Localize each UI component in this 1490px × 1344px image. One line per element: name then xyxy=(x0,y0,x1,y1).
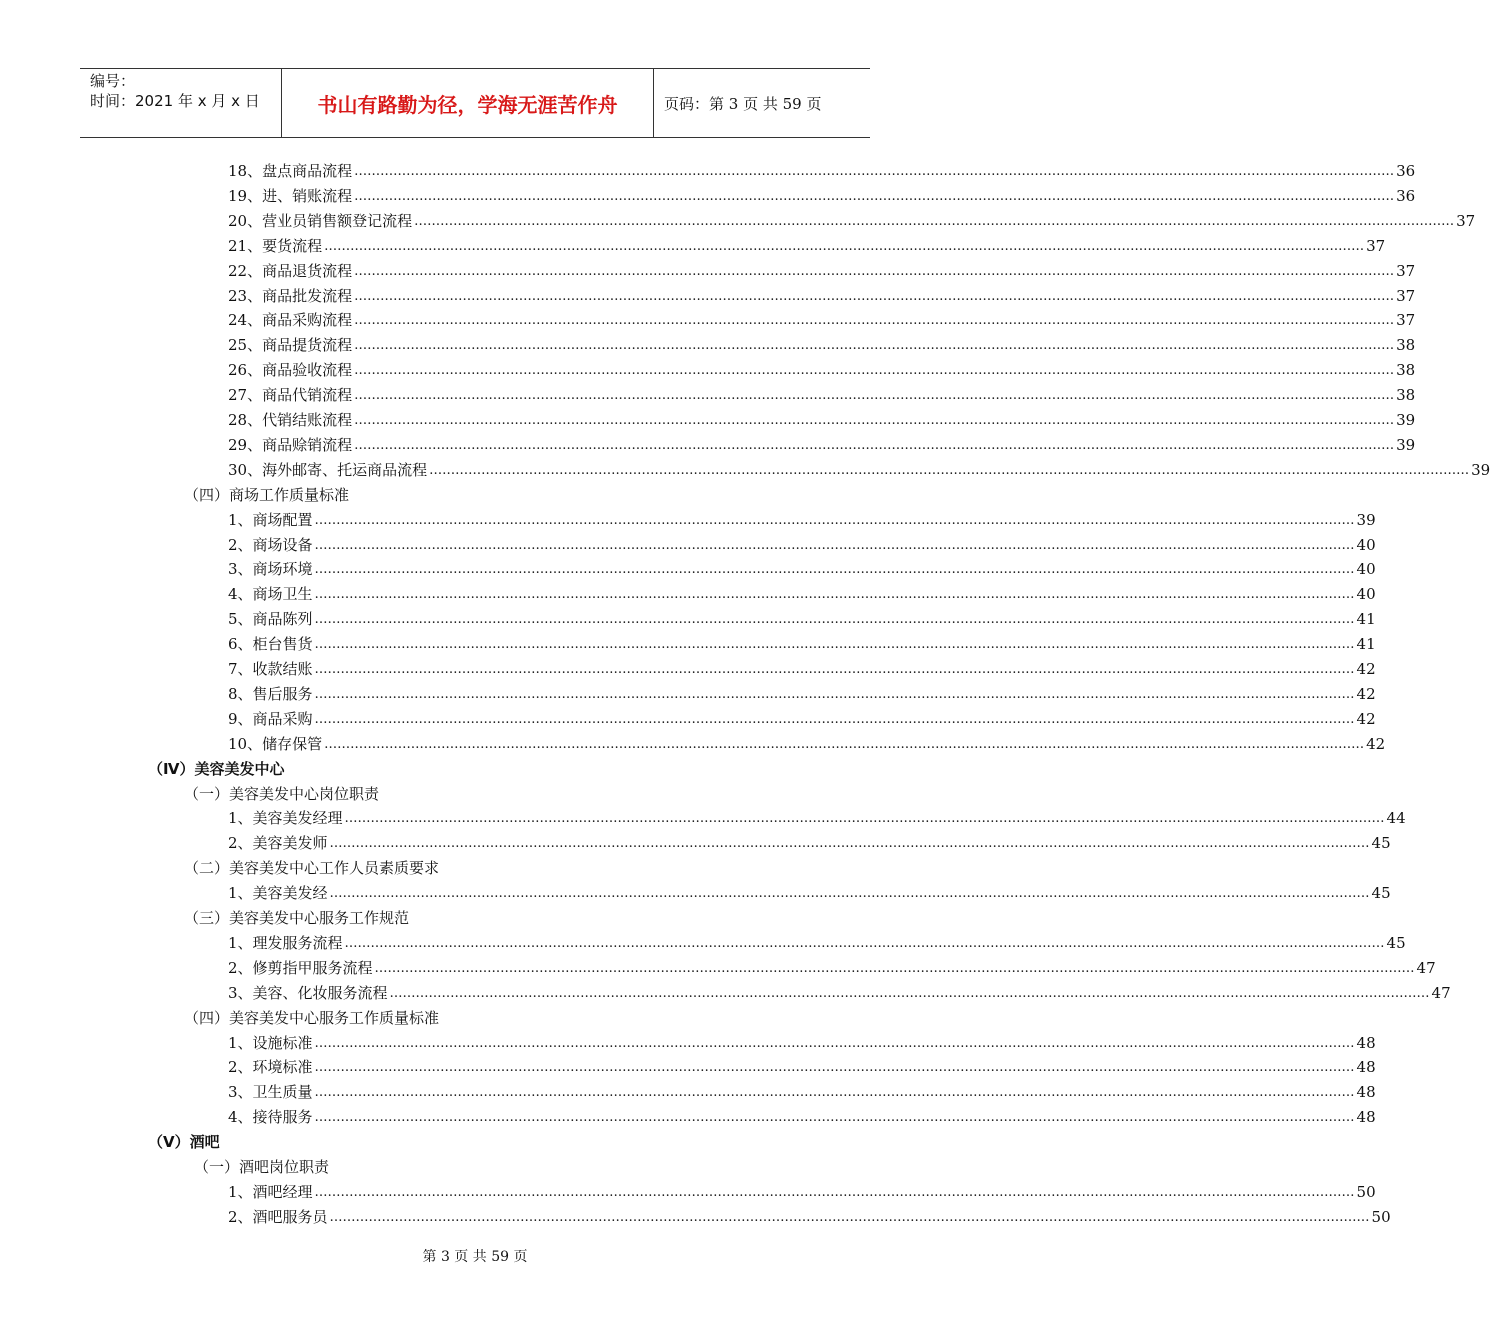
toc-leader-dots: …………………………………………………………………………………………………………………………………………………………………………………………………………………… xyxy=(314,512,1355,528)
toc-entry xyxy=(228,682,1376,707)
toc-leader-dots: …………………………………………………………………………………………………………………………………………………………………………………………………………………… xyxy=(354,263,1395,279)
toc-leader-dots: …………………………………………………………………………………………………………………………………………………………………………………………………………………… xyxy=(314,1110,1355,1126)
toc-entry-title: 1、设施标准 xyxy=(228,1033,313,1052)
toc-entry-title: 19、进、销账流程 xyxy=(228,186,353,205)
toc-entry-page: 48 xyxy=(1356,1108,1376,1127)
toc-entry-title: 1、理发服务流程 xyxy=(228,933,343,952)
toc-entry-title: 24、商品采购流程 xyxy=(228,311,353,330)
toc-entry-title: 2、环境标准 xyxy=(228,1058,313,1077)
toc-leader-dots: …………………………………………………………………………………………………………………………………………………………………………………………………………………… xyxy=(354,437,1395,453)
toc-leader-dots: …………………………………………………………………………………………………………………………………………………………………………………………………………………… xyxy=(344,811,1385,827)
toc-entry-page: 38 xyxy=(1396,336,1416,355)
toc-leader-dots: …………………………………………………………………………………………………………………………………………………………………………………………………………………… xyxy=(329,886,1370,902)
toc-entry-title: 4、接待服务 xyxy=(228,1108,313,1127)
toc-leader-dots: …………………………………………………………………………………………………………………………………………………………………………………………………………………… xyxy=(354,363,1395,379)
toc-entry-page: 41 xyxy=(1356,610,1376,629)
toc-leader-dots: …………………………………………………………………………………………………………………………………………………………………………………………………………………… xyxy=(314,562,1355,578)
toc-leader-dots: …………………………………………………………………………………………………………………………………………………………………………………………………………………… xyxy=(324,238,1365,254)
toc-leader-dots: …………………………………………………………………………………………………………………………………………………………………………………………………………………… xyxy=(314,662,1355,677)
toc-leader-dots: …………………………………………………………………………………………………………………………………………………………………………………………………………………… xyxy=(374,960,1415,976)
toc-entry-title: 1、商场配置 xyxy=(228,510,313,529)
toc-entry-title: （一）美容美发中心岗位职责 xyxy=(184,784,380,803)
toc-entry xyxy=(228,657,1376,682)
toc-entry-page: 42 xyxy=(1356,709,1376,728)
toc-entry-page: 42 xyxy=(1356,684,1376,703)
toc-entry-page: 39 xyxy=(1356,510,1376,529)
toc-leader-dots: …………………………………………………………………………………………………………………………………………………………………………………………………………………… xyxy=(314,637,1355,653)
toc-entry xyxy=(228,732,1386,757)
toc-entry-page: 39 xyxy=(1396,411,1416,429)
toc-entry xyxy=(228,533,1376,558)
toc-entry-page: 39 xyxy=(1471,460,1490,479)
toc-leader-dots: …………………………………………………………………………………………………………………………………………………………………………………………………………………… xyxy=(329,1209,1370,1225)
toc-heading xyxy=(184,483,349,508)
toc-leader-dots: …………………………………………………………………………………………………………………………………………………………………………………………………………………… xyxy=(314,1184,1355,1200)
toc-entry-page: 41 xyxy=(1356,635,1376,654)
toc-leader-dots: …………………………………………………………………………………………………………………………………………………………………………………………………………………… xyxy=(314,612,1355,628)
toc-entry-title: 9、商品采购 xyxy=(228,709,313,728)
toc-entry xyxy=(228,308,1416,333)
toc-entry xyxy=(228,383,1416,408)
toc-entry xyxy=(228,458,1490,483)
toc-entry-title: 1、酒吧经理 xyxy=(228,1182,313,1201)
toc-entry-title: 20、营业员销售额登记流程 xyxy=(228,211,413,230)
toc-entry-page: 37 xyxy=(1396,286,1416,305)
toc-entry-title: （二）美容美发中心工作人员素质要求 xyxy=(184,859,440,878)
document-time-label: 时间：2021 年 x 月 x 日 xyxy=(90,92,260,110)
toc-leader-dots: …………………………………………………………………………………………………………………………………………………………………………………………………………………… xyxy=(414,213,1455,229)
toc-leader-dots: …………………………………………………………………………………………………………………………………………………………………………………………………………………… xyxy=(354,313,1395,329)
toc-entry-page: 48 xyxy=(1356,1083,1376,1102)
toc-entry-title: 3、商场环境 xyxy=(228,560,313,579)
toc-entry xyxy=(228,1105,1376,1130)
toc-entry-title: （一）酒吧岗位职责 xyxy=(194,1158,330,1176)
header-page-number: 页码：第 3 页 共 59 页 xyxy=(664,94,822,113)
toc-entry-title: 1、美容美发经 xyxy=(228,884,328,903)
toc-entry xyxy=(228,333,1416,358)
toc-entry-title: 10、储存保管 xyxy=(228,734,323,753)
toc-entry-title: 27、商品代销流程 xyxy=(228,386,353,405)
toc-entry-title: 3、美容、化妆服务流程 xyxy=(228,983,388,1002)
header-meta xyxy=(80,69,282,137)
toc-leader-dots: …………………………………………………………………………………………………………………………………………………………………………………………………………………… xyxy=(314,711,1355,727)
toc-heading xyxy=(184,1006,439,1031)
toc-entry-title: （四）商场工作质量标准 xyxy=(184,485,350,504)
toc-entry-page: 42 xyxy=(1366,734,1386,753)
toc-entry-title: 2、酒吧服务员 xyxy=(228,1207,328,1226)
toc-entry-title: （三）美容美发中心服务工作规范 xyxy=(184,909,410,927)
toc-entry-page: 36 xyxy=(1396,162,1416,180)
toc-entry xyxy=(228,1180,1376,1205)
toc-entry-page: 48 xyxy=(1356,1033,1376,1052)
toc-leader-dots: …………………………………………………………………………………………………………………………………………………………………………………………………………………… xyxy=(344,935,1385,951)
page-header xyxy=(80,68,870,138)
toc-entry-page: 39 xyxy=(1396,435,1416,454)
toc-entry-page: 36 xyxy=(1396,186,1416,205)
toc-entry-page: 40 xyxy=(1356,535,1376,554)
toc-entry-page: 45 xyxy=(1386,933,1406,952)
toc-entry-title: 18、盘点商品流程 xyxy=(228,162,353,180)
toc-leader-dots: …………………………………………………………………………………………………………………………………………………………………………………………………………………… xyxy=(354,288,1395,304)
toc-leader-dots: …………………………………………………………………………………………………………………………………………………………………………………………………………………… xyxy=(429,462,1470,478)
toc-entry xyxy=(228,831,1391,856)
toc-entry-title: 5、商品陈列 xyxy=(228,610,313,629)
toc-entry xyxy=(228,1080,1376,1105)
toc-leader-dots: …………………………………………………………………………………………………………………………………………………………………………………………………………………… xyxy=(354,188,1395,204)
toc-entry-page: 37 xyxy=(1366,236,1386,255)
toc-entry xyxy=(228,508,1376,533)
toc-entry-title: 4、商场卫生 xyxy=(228,585,313,604)
toc-entry-title: 22、商品退货流程 xyxy=(228,261,353,280)
toc-entry xyxy=(228,557,1376,582)
toc-entry-title: 1、美容美发经理 xyxy=(228,809,343,828)
toc-entry-title: 2、商场设备 xyxy=(228,535,313,554)
toc-entry-page: 45 xyxy=(1371,834,1391,853)
toc-entry xyxy=(228,881,1391,906)
toc-entry xyxy=(228,632,1376,657)
toc-entry-page: 48 xyxy=(1356,1058,1376,1077)
toc-heading xyxy=(184,782,379,807)
toc-entry xyxy=(228,582,1376,607)
toc-entry xyxy=(228,234,1386,259)
toc-entry-title: 8、售后服务 xyxy=(228,684,313,703)
toc-entry-title: （Ⅴ）酒吧 xyxy=(148,1133,220,1152)
toc-entry-title: 25、商品提货流程 xyxy=(228,336,353,355)
toc-entry-title: （Ⅳ）美容美发中心 xyxy=(148,759,285,778)
toc-entry-title: 28、代销结账流程 xyxy=(228,411,353,429)
toc-heading xyxy=(148,1130,220,1155)
toc-entry-title: 26、商品验收流程 xyxy=(228,361,353,380)
toc-entry xyxy=(228,209,1476,234)
toc-entry-page: 47 xyxy=(1416,958,1436,977)
toc-heading xyxy=(184,906,409,931)
toc-entry xyxy=(228,1031,1376,1056)
toc-entry-page: 40 xyxy=(1356,560,1376,579)
toc-entry xyxy=(228,284,1416,309)
toc-entry-title: 2、修剪指甲服务流程 xyxy=(228,958,373,977)
toc-leader-dots: …………………………………………………………………………………………………………………………………………………………………………………………………………………… xyxy=(314,1085,1355,1101)
toc-entry-page: 37 xyxy=(1456,211,1476,230)
toc-entry xyxy=(228,1205,1391,1230)
toc-heading xyxy=(194,1155,329,1180)
toc-entry xyxy=(228,607,1376,632)
toc-entry-title: 2、美容美发师 xyxy=(228,834,328,853)
toc-entry xyxy=(228,981,1451,1006)
toc-entry-title: 23、商品批发流程 xyxy=(228,286,353,305)
toc-leader-dots: …………………………………………………………………………………………………………………………………………………………………………………………………………………… xyxy=(354,388,1395,404)
document-number-label: 编号： xyxy=(90,72,136,90)
toc-entry xyxy=(228,159,1416,184)
toc-entry-page: 50 xyxy=(1356,1182,1376,1201)
toc-entry xyxy=(228,931,1406,956)
toc-leader-dots: …………………………………………………………………………………………………………………………………………………………………………………………………………………… xyxy=(354,413,1395,428)
toc-leader-dots: …………………………………………………………………………………………………………………………………………………………………………………………………………………… xyxy=(354,164,1395,179)
toc-leader-dots: …………………………………………………………………………………………………………………………………………………………………………………………………………………… xyxy=(329,836,1370,852)
toc-entry-page: 37 xyxy=(1396,261,1416,280)
toc-entry-page: 40 xyxy=(1356,585,1376,604)
toc-entry-page: 47 xyxy=(1431,983,1451,1002)
toc-entry xyxy=(228,184,1416,209)
toc-entry-title: 3、卫生质量 xyxy=(228,1083,313,1102)
toc-entry-title: 21、要货流程 xyxy=(228,236,323,255)
toc-entry-title: （四）美容美发中心服务工作质量标准 xyxy=(184,1008,440,1027)
toc-entry xyxy=(228,358,1416,383)
toc-entry xyxy=(228,408,1416,433)
toc-heading xyxy=(184,856,439,881)
toc-entry-page: 38 xyxy=(1396,386,1416,405)
toc-entry xyxy=(228,259,1416,284)
toc-entry xyxy=(228,707,1376,732)
header-motto: 书山有路勤为径，学海无涯苦作舟 xyxy=(282,69,654,137)
toc-leader-dots: …………………………………………………………………………………………………………………………………………………………………………………………………………………… xyxy=(314,1060,1355,1076)
toc-leader-dots: …………………………………………………………………………………………………………………………………………………………………………………………………………………… xyxy=(314,587,1355,603)
page-footer: 第 3 页 共 59 页 xyxy=(422,1249,528,1265)
toc-entry-title: 7、收款结账 xyxy=(228,660,313,678)
toc-leader-dots: …………………………………………………………………………………………………………………………………………………………………………………………………………………… xyxy=(354,338,1395,354)
toc-leader-dots: …………………………………………………………………………………………………………………………………………………………………………………………………………………… xyxy=(389,985,1430,1001)
toc-heading xyxy=(148,757,284,782)
toc-leader-dots: …………………………………………………………………………………………………………………………………………………………………………………………………………………… xyxy=(314,537,1355,553)
toc-entry-page: 37 xyxy=(1396,311,1416,330)
toc-leader-dots: …………………………………………………………………………………………………………………………………………………………………………………………………………………… xyxy=(324,736,1365,752)
toc-entry-page: 50 xyxy=(1371,1207,1391,1226)
toc-entry-page: 42 xyxy=(1356,660,1376,678)
toc-entry xyxy=(228,433,1416,458)
toc-entry-page: 45 xyxy=(1371,884,1391,903)
toc-entry-page: 44 xyxy=(1386,809,1406,828)
toc-entry-title: 30、海外邮寄、托运商品流程 xyxy=(228,460,428,479)
toc-leader-dots: …………………………………………………………………………………………………………………………………………………………………………………………………………………… xyxy=(314,686,1355,702)
toc-entry xyxy=(228,806,1406,831)
toc-entry-title: 29、商品赊销流程 xyxy=(228,435,353,454)
toc-entry xyxy=(228,1055,1376,1080)
toc-entry xyxy=(228,956,1436,981)
toc-entry-title: 6、柜台售货 xyxy=(228,635,313,654)
toc-entry-page: 38 xyxy=(1396,361,1416,380)
toc-leader-dots: …………………………………………………………………………………………………………………………………………………………………………………………………………………… xyxy=(314,1035,1355,1051)
